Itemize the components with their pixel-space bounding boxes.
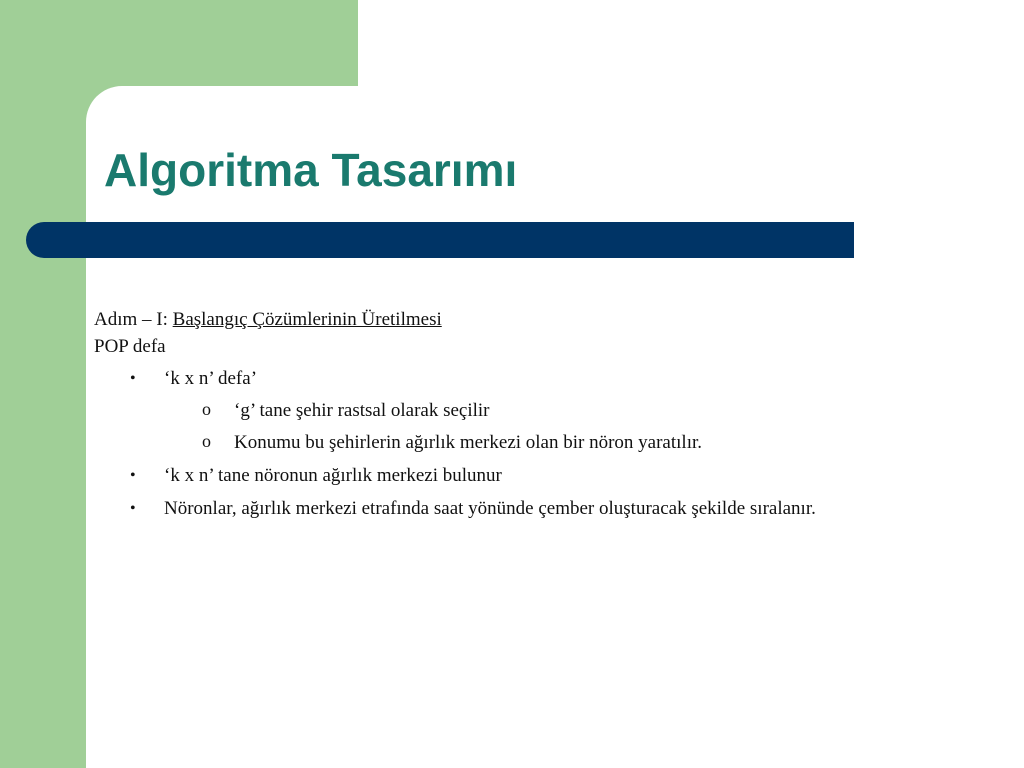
step-heading [94, 306, 1004, 333]
pop-line: POP defa [94, 336, 166, 357]
bullet-text: Nöronlar, ağırlık merkezi etrafında saat yönünde çember oluşturacak şekilde sıralanır. [164, 498, 816, 519]
white-top-area [358, 0, 1024, 100]
bullet-text: ‘k x n’ defa’ [164, 368, 258, 389]
step-title: Başlangıç Çözümlerinin Üretilmesi [172, 309, 442, 330]
sub-bullet-item [94, 429, 1004, 456]
slide-body [94, 306, 1004, 522]
bullet-dot-icon: • [130, 370, 136, 387]
bullet-item [94, 495, 1004, 522]
bullet-dot-icon: • [130, 467, 136, 484]
hollow-circle-icon: o [202, 399, 211, 419]
hollow-circle-icon: o [202, 431, 211, 451]
step-prefix: Adım – I: [94, 309, 173, 330]
sub-bullet-text: Konumu bu şehirlerin ağırlık merkezi olan bir nöron yaratılır. [234, 432, 703, 453]
sub-bullet-item [94, 397, 1004, 424]
slide-title: Algoritma Tasarımı [104, 144, 518, 196]
bullet-text: ‘k x n’ tane nöronun ağırlık merkezi bulunur [164, 465, 502, 486]
title-underline-bar [26, 222, 854, 258]
bullet-item [94, 365, 1004, 392]
bullet-item [94, 462, 1004, 489]
bullet-dot-icon: • [130, 500, 136, 517]
sub-bullet-text: ‘g’ tane şehir rastsal olarak seçilir [234, 400, 490, 421]
